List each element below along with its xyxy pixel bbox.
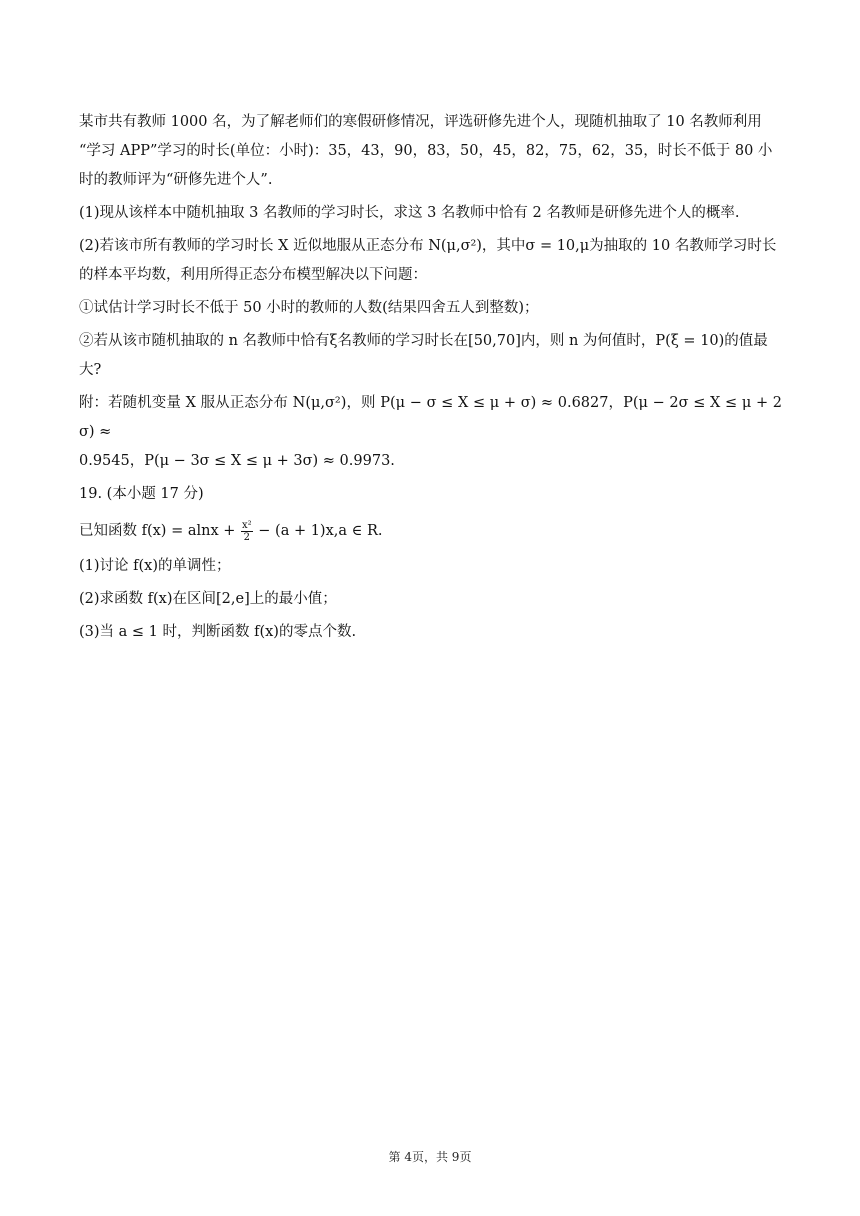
problem19-stem-suffix: − (a + 1)x,a ∈ R. bbox=[253, 523, 383, 539]
problem19-question2: (2)求函数 f(x)在区间[2,e]上的最小值； bbox=[79, 591, 337, 607]
problem18-intro-line1: 某市共有教师 1000 名，为了解老师们的寒假研修情况，评选研修先进个人，现随机抽取了 10 名教师利用 bbox=[79, 114, 762, 130]
problem19-question1: (1)讨论 f(x)的单调性； bbox=[79, 558, 231, 574]
problem18-subquestion2-line1: ②若从该市随机抽取的 n 名教师中恰有ξ名教师的学习时长在[50,70]内，则 n 为何值时，P(ξ = 10)的值最 bbox=[79, 333, 768, 349]
problem18-question1: (1)现从该样本中随机抽取 3 名教师的学习时长，求这 3 名教师中恰有 2 名教师是研修先进个人的概率. bbox=[79, 205, 740, 221]
problem18-subquestion2-line2: 大? bbox=[79, 362, 102, 378]
problem19-stem-prefix: 已知函数 f(x) = alnx + bbox=[79, 523, 241, 539]
problem19-stem bbox=[79, 517, 782, 546]
problem18-note-line2: 0.9545，P(μ − 3σ ≤ X ≤ μ + 3σ) ≈ 0.9973. bbox=[79, 453, 395, 469]
page-footer: 第 4页，共 9页 bbox=[388, 1150, 472, 1164]
fraction bbox=[241, 520, 253, 543]
problem18-question2-line1: (2)若该市所有教师的学习时长 X 近似地服从正态分布 N(μ,σ²)，其中σ = 10,μ为抽取的 10 名教师学习时长 bbox=[79, 238, 777, 254]
fraction-denominator: 2 bbox=[243, 531, 251, 543]
problem18-subquestion1: ①试估计学习时长不低于 50 小时的教师的人数(结果四舍五人到整数)； bbox=[79, 300, 539, 316]
problem19-question3: (3)当 a ≤ 1 时，判断函数 f(x)的零点个数. bbox=[79, 624, 357, 640]
problem18-question2-line2: 的样本平均数，利用所得正态分布模型解决以下问题： bbox=[79, 267, 427, 283]
fraction-numerator: x² bbox=[242, 519, 252, 531]
problem18-intro-line3: 时的教师评为“研修先进个人”. bbox=[79, 172, 273, 188]
problem18-intro-line2: “学习 APP”学习的时长(单位：小时)：35，43，90，83，50，45，82，75，62，35，时长不低于 80 小 bbox=[79, 143, 773, 159]
page-content bbox=[79, 108, 782, 647]
problem18-note-line1: 附：若随机变量 X 服从正态分布 N(μ,σ²)，则 P(μ − σ ≤ X ≤ μ + σ) ≈ 0.6827，P(μ − 2σ ≤ X ≤ μ + 2σ) ≈ bbox=[79, 395, 782, 440]
problem19-heading: 19. (本小题 17 分) bbox=[79, 486, 204, 502]
